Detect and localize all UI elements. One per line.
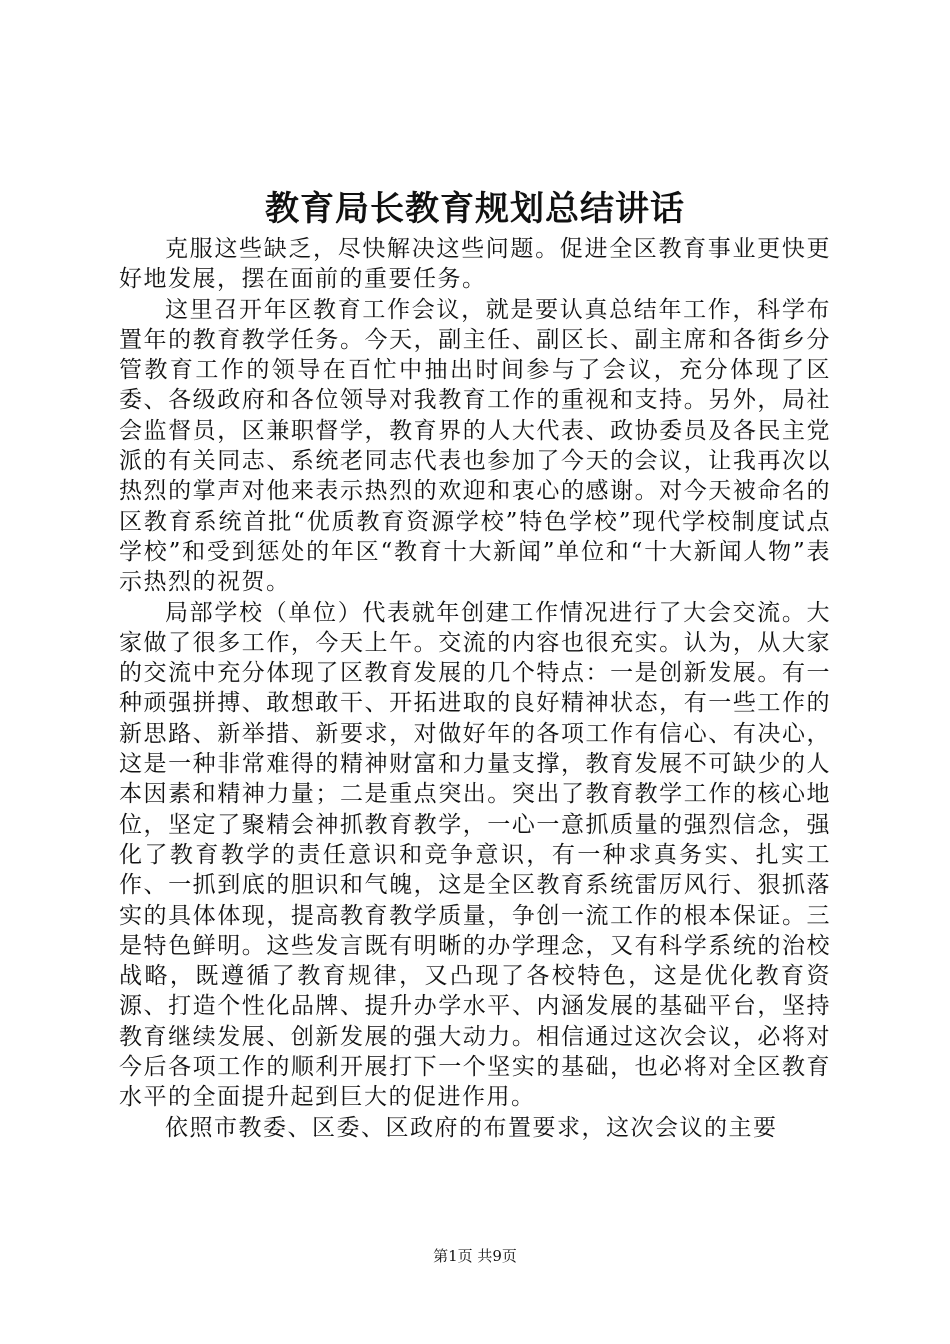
paragraph: 克服这些缺乏，尽快解决这些问题。促进全区教育事业更快更好地发展，摆在面前的重要任务。	[119, 236, 831, 293]
paragraph: 依照市教委、区委、区政府的布置要求，这次会议的主要	[165, 1114, 778, 1141]
page-number-footer: 第1页 共9页	[433, 1247, 517, 1265]
document-body	[119, 234, 831, 1143]
paragraph: 局部学校（单位）代表就年创建工作情况进行了大会交流。大家做了很多工作，今天上午。交流的内容也很充实。认为，从大家的交流中充分体现了区教育发展的几个特点：一是创新发展。有一种顽强拼搏、敢想敢干、开拓进取的良好精神状态，有一些工作的新思路、新举措、新要求，对做好年的各项工作有信心、有决心，这是一种非常难得的精神财富和力量支撑，教育发展不可缺少的人本因素和精神力量；二是重点突出。突出了教育教学工作的核心地位，坚定了聚精会神抓教育教学，一心一意抓质量的强烈信念，强化了教育教学的责任意识和竞争意识，有一种求真务实、扎实工作、一抓到底的胆识和气魄，这是全区教育系统雷厉风行、狠抓落实的具体体现，提高教育教学质量，争创一流工作的根本保证。三是特色鲜明。这些发言既有明晰的办学理念，又有科学系统的治校战略，既遵循了教育规律，又凸现了各校特色，这是优化教育资源、打造个性化品牌、提升办学水平、内涵发展的基础平台，坚持教育继续发展、创新发展的强大动力。相信通过这次会议，必将对今后各项工作的顺利开展打下一个坚实的基础，也必将对全区教育水平的全面提升起到巨大的促进作用。	[119, 599, 831, 1111]
document-title: 教育局长教育规划总结讲话	[265, 189, 685, 229]
paragraph: 这里召开年区教育工作会议，就是要认真总结年工作，科学布置年的教育教学任务。今天，副主任、副区长、副主席和各街乡分管教育工作的领导在百忙中抽出时间参与了会议，充分体现了区委、各级政府和各位领导对我教育工作的重视和支持。另外，局社会监督员，区兼职督学，教育界的人大代表、政协委员及各民主党派的有关同志、系统老同志代表也参加了今天的会议，让我再次以热烈的掌声对他来表示热烈的欢迎和衷心的感谢。对今天被命名的区教育系统首批“优质教育资源学校”特色学校”现代学校制度试点学校”和受到惩处的年区“教育十大新闻”单位和“十大新闻人物”表示热烈的祝贺。	[119, 296, 831, 596]
